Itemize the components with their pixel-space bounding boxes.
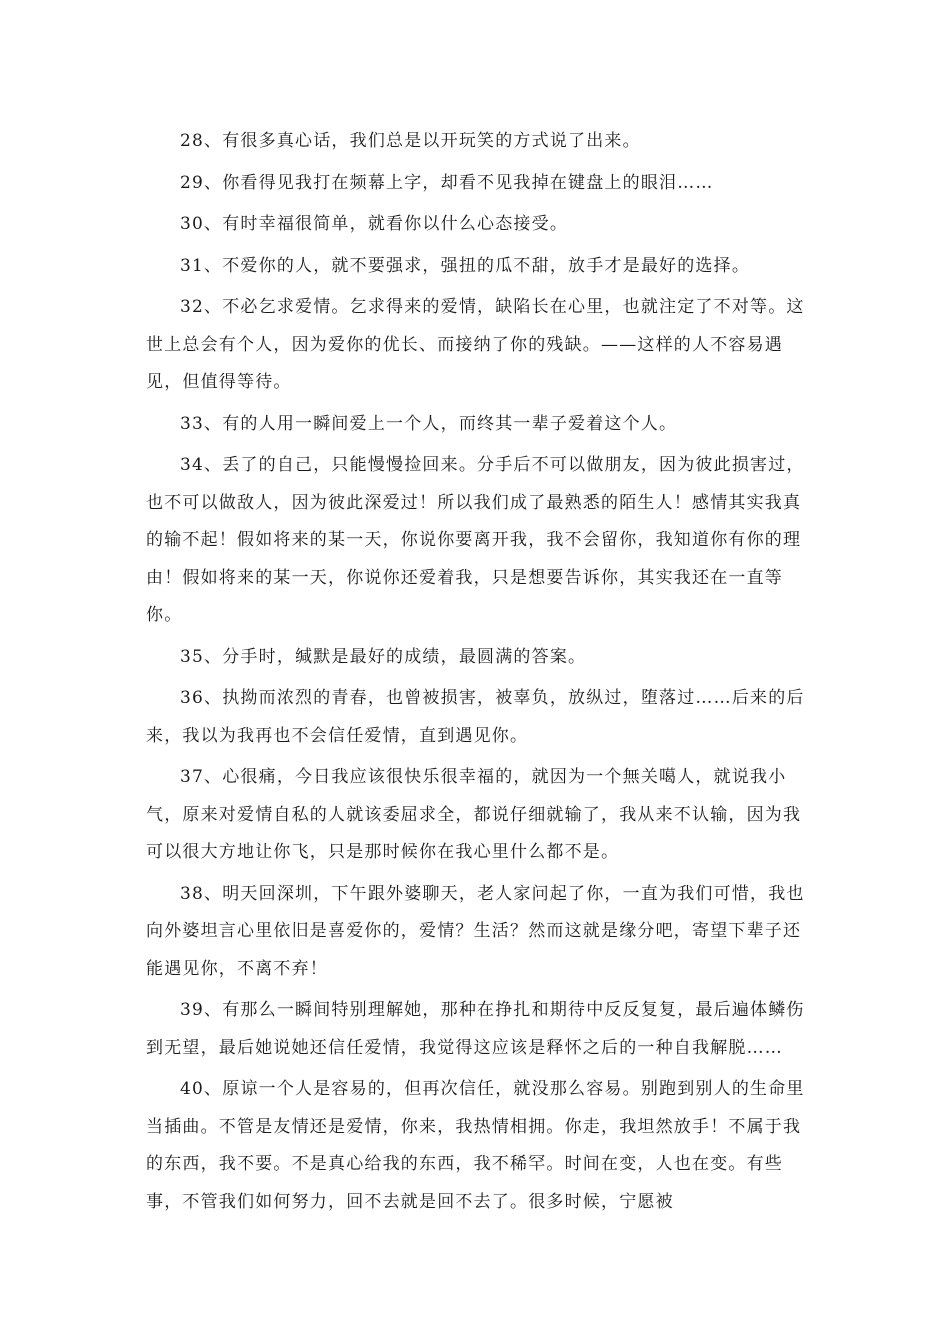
paragraph-40: 40、原谅一个人是容易的，但再次信任，就没那么容易。别跑到别人的生命里当插曲。不管是友情还是爱情，你来，我热情相拥。你走，我坦然放手！不属于我的东西，我不要。不是真心给我的东西，我不稀罕。时间在变，人也在变。有些事，不管我们如何努力，回不去就是回不去了。很多时候，宁愿被: [146, 1079, 805, 1212]
paragraph-30: 30、有时幸福很简单，就看你以什么心态接受。: [180, 214, 569, 234]
paragraph-28: 28、有很多真心话，我们总是以开玩笑的方式说了出来。: [180, 131, 641, 151]
document-body: [146, 123, 806, 1221]
paragraph-36: 36、执拗而浓烈的青春，也曾被损害，被辜负，放纵过，堕落过……后来的后来，我以为我再也不会信任爱情，直到遇见你。: [146, 688, 805, 746]
paragraph-29: 29、你看得见我打在频幕上字，却看不见我掉在键盘上的眼泪……: [180, 172, 714, 193]
paragraph-37: 37、心很痛，今日我应该很快乐很幸福的，就因为一个無关噶人，就说我小气，原来对爱情自私的人就该委屈求全，都说仔细就输了，我从来不认输，因为我可以很大方地让你飞，只是那时候你在我心里什么都不是。: [146, 767, 802, 862]
paragraph-39: 39、有那么一瞬间特别理解她，那种在挣扎和期待中反反复复，最后遍体鳞伤到无望，最后她说她还信任爱情，我觉得这应该是释怀之后的一种自我解脱……: [146, 1000, 805, 1058]
paragraph-33: 33、有的人用一瞬间爱上一个人，而终其一辈子爱着这个人。: [180, 413, 678, 434]
paragraph-31: 31、不爱你的人，就不要强求，强扭的瓜不甜，放手才是最好的选择。: [180, 255, 751, 276]
paragraph-38: 38、明天回深圳，下午跟外婆聊天，老人家问起了你，一直为我们可惜，我也向外婆坦言心里依旧是喜爱你的，爱情？生活？然而这就是缘分吧，寄望下辈子还能遇见你，不离不弃！: [146, 883, 805, 979]
paragraph-32: 32、不必乞求爱情。乞求得来的爱情，缺陷长在心里，也就注定了不对等。这世上总会有个人，因为爱你的优长、而接纳了你的残缺。——这样的人不容易遇见，但值得等待。: [146, 297, 805, 392]
paragraph-35: 35、分手时，缄默是最好的成绩，最圆满的答案。: [180, 646, 587, 667]
paragraph-34: 34、丢了的自己，只能慢慢捡回来。分手后不可以做朋友，因为彼此损害过，也不可以做敌人，因为彼此深爱过！所以我们成了最熟悉的陌生人！感情其实我真的输不起！假如将来的某一天，你说你要离开我，我不会留你，我知道你有你的理由！假如将来的某一天，你说你还爱着我，只是想要告诉你，其实我还在一直等你。: [146, 455, 805, 625]
